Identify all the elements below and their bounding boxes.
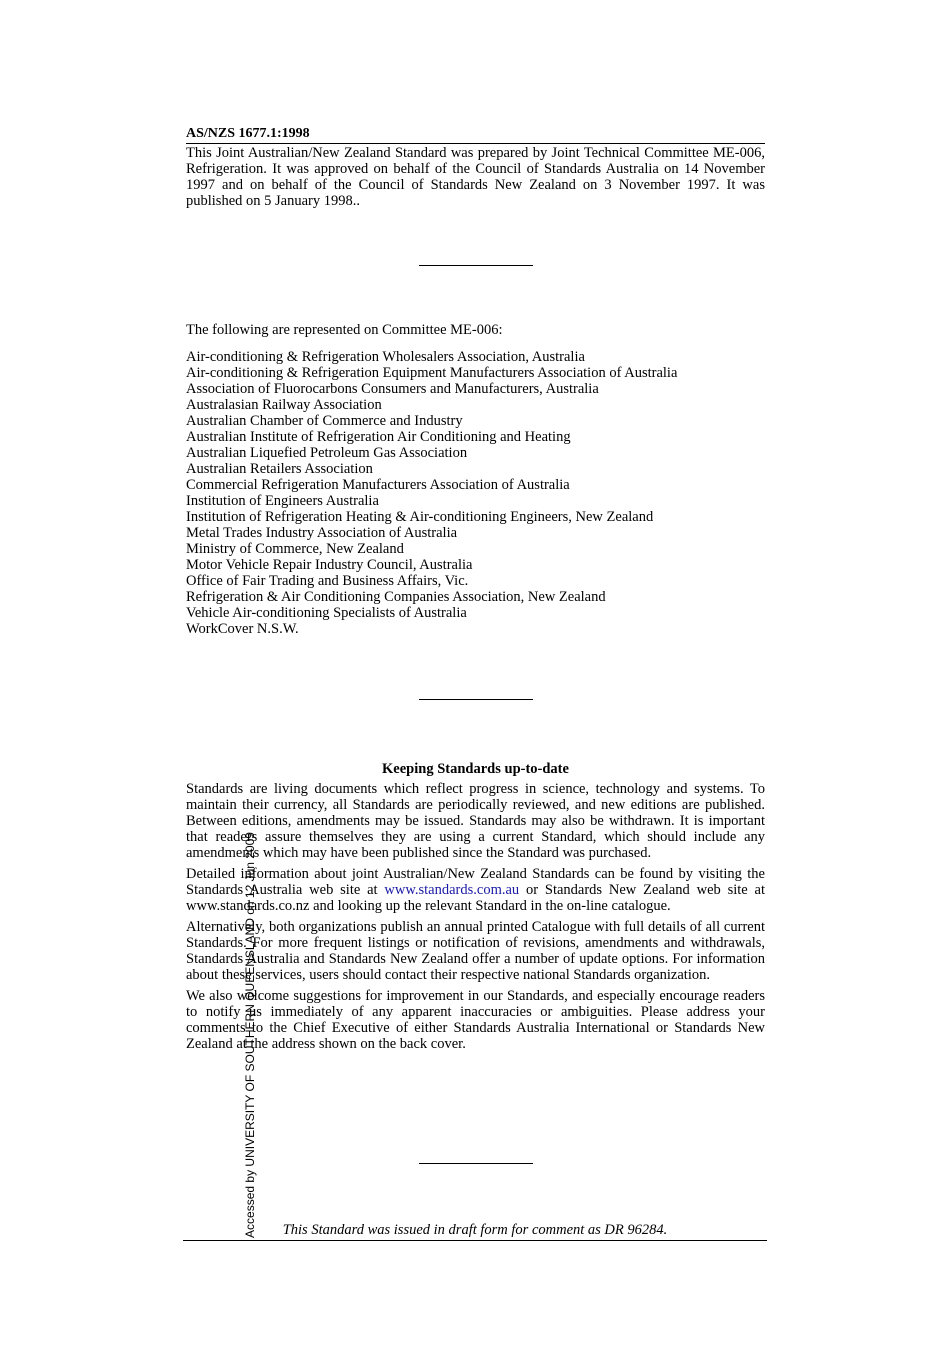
preparation-text: This Joint Australian/New Zealand Standard was prepared by Joint Technical Committee ME-006, Refrigeration. It was approved on behalf of the Council of Standards Australia on 14 November 1997 and on behalf of the Council of Standards New Zealand on 3 November 1997. It was published on 5 January 1998..	[186, 145, 765, 209]
committee-member: Association of Fluorocarbons Consumers and Manufacturers, Australia	[186, 381, 599, 397]
draft-note: This Standard was issued in draft form for comment as DR 96284.	[183, 1221, 767, 1241]
committee-member: Air-conditioning & Refrigeration Equipment Manufacturers Association of Australia	[186, 365, 678, 381]
divider-2	[419, 699, 533, 700]
committee-member: Australasian Railway Association	[186, 397, 382, 413]
committee-intro: The following are represented on Committee ME-006:	[186, 322, 503, 338]
committee-member: Australian Retailers Association	[186, 461, 373, 477]
standard-id: AS/NZS 1677.1:1998	[186, 125, 765, 144]
keeping-standards-section	[186, 761, 765, 1057]
committee-member: WorkCover N.S.W.	[186, 621, 299, 637]
committee-member: Refrigeration & Air Conditioning Companies Association, New Zealand	[186, 589, 606, 605]
committee-member: Australian Institute of Refrigeration Air Conditioning and Heating	[186, 429, 571, 445]
keeping-paragraph-4: We also welcome suggestions for improvement in our Standards, and especially encourage readers to notify us immediately of any apparent inaccuracies or ambiguities. Please address your comments to the Chief Executive of either Standards Australia International or Standards New Zealand at the address shown on the back cover.	[186, 988, 765, 1052]
committee-member: Ministry of Commerce, New Zealand	[186, 541, 404, 557]
committee-member: Metal Trades Industry Association of Australia	[186, 525, 458, 541]
standards-au-link[interactable]: www.standards.com.au	[384, 882, 520, 898]
committee-member: Australian Liquefied Petroleum Gas Association	[186, 445, 468, 461]
divider-1	[419, 265, 533, 266]
committee-member: Institution of Engineers Australia	[186, 493, 379, 509]
committee-member: Air-conditioning & Refrigeration Wholesalers Association, Australia	[186, 349, 585, 365]
prep-block	[186, 125, 765, 209]
committee-member: Motor Vehicle Repair Industry Council, Australia	[186, 557, 473, 573]
keeping-paragraph-3: Alternatively, both organizations publish an annual printed Catalogue with full details of all current Standards. For more frequent listings or notification of revisions, amendments and withdrawals, Standards Australia and Standards New Zealand offer a number of update options. For information about these services, users should contact their respective national Standards organization.	[186, 919, 765, 983]
committee-member: Australian Chamber of Commerce and Industry	[186, 413, 463, 429]
committee-member: Vehicle Air-conditioning Specialists of Australia	[186, 605, 467, 621]
committee-member-list	[186, 349, 765, 637]
p2-text-before: Detailed information about joint Australian/New Zealand Standards can be found by visiting the Standards Australia web site at	[186, 866, 765, 898]
committee-member: Office of Fair Trading and Business Affairs, Vic.	[186, 573, 469, 589]
keeping-heading: Keeping Standards up-to-date	[382, 761, 569, 777]
divider-3	[419, 1163, 533, 1164]
keeping-paragraph-2	[186, 866, 765, 914]
access-stamp: Accessed by UNIVERSITY OF SOUTHERN QUEENSLAND on 12 Jun 2009	[243, 832, 257, 1238]
p2-text-after: or Standards New Zealand web site at www.standards.co.nz and looking up the relevant Standard in the on-line catalogue.	[186, 882, 766, 914]
committee-member: Institution of Refrigeration Heating & Air-conditioning Engineers, New Zealand	[186, 509, 654, 525]
committee-member: Commercial Refrigeration Manufacturers Association of Australia	[186, 477, 570, 493]
keeping-paragraph-1: Standards are living documents which reflect progress in science, technology and systems. To maintain their currency, all Standards are periodically reviewed, and new editions are published. Between editions, amendments may be issued. Standards may also be withdrawn. It is important that readers assure themselves they are using a current Standard, which should include any amendments which may have been published since the Standard was purchased.	[186, 781, 765, 861]
